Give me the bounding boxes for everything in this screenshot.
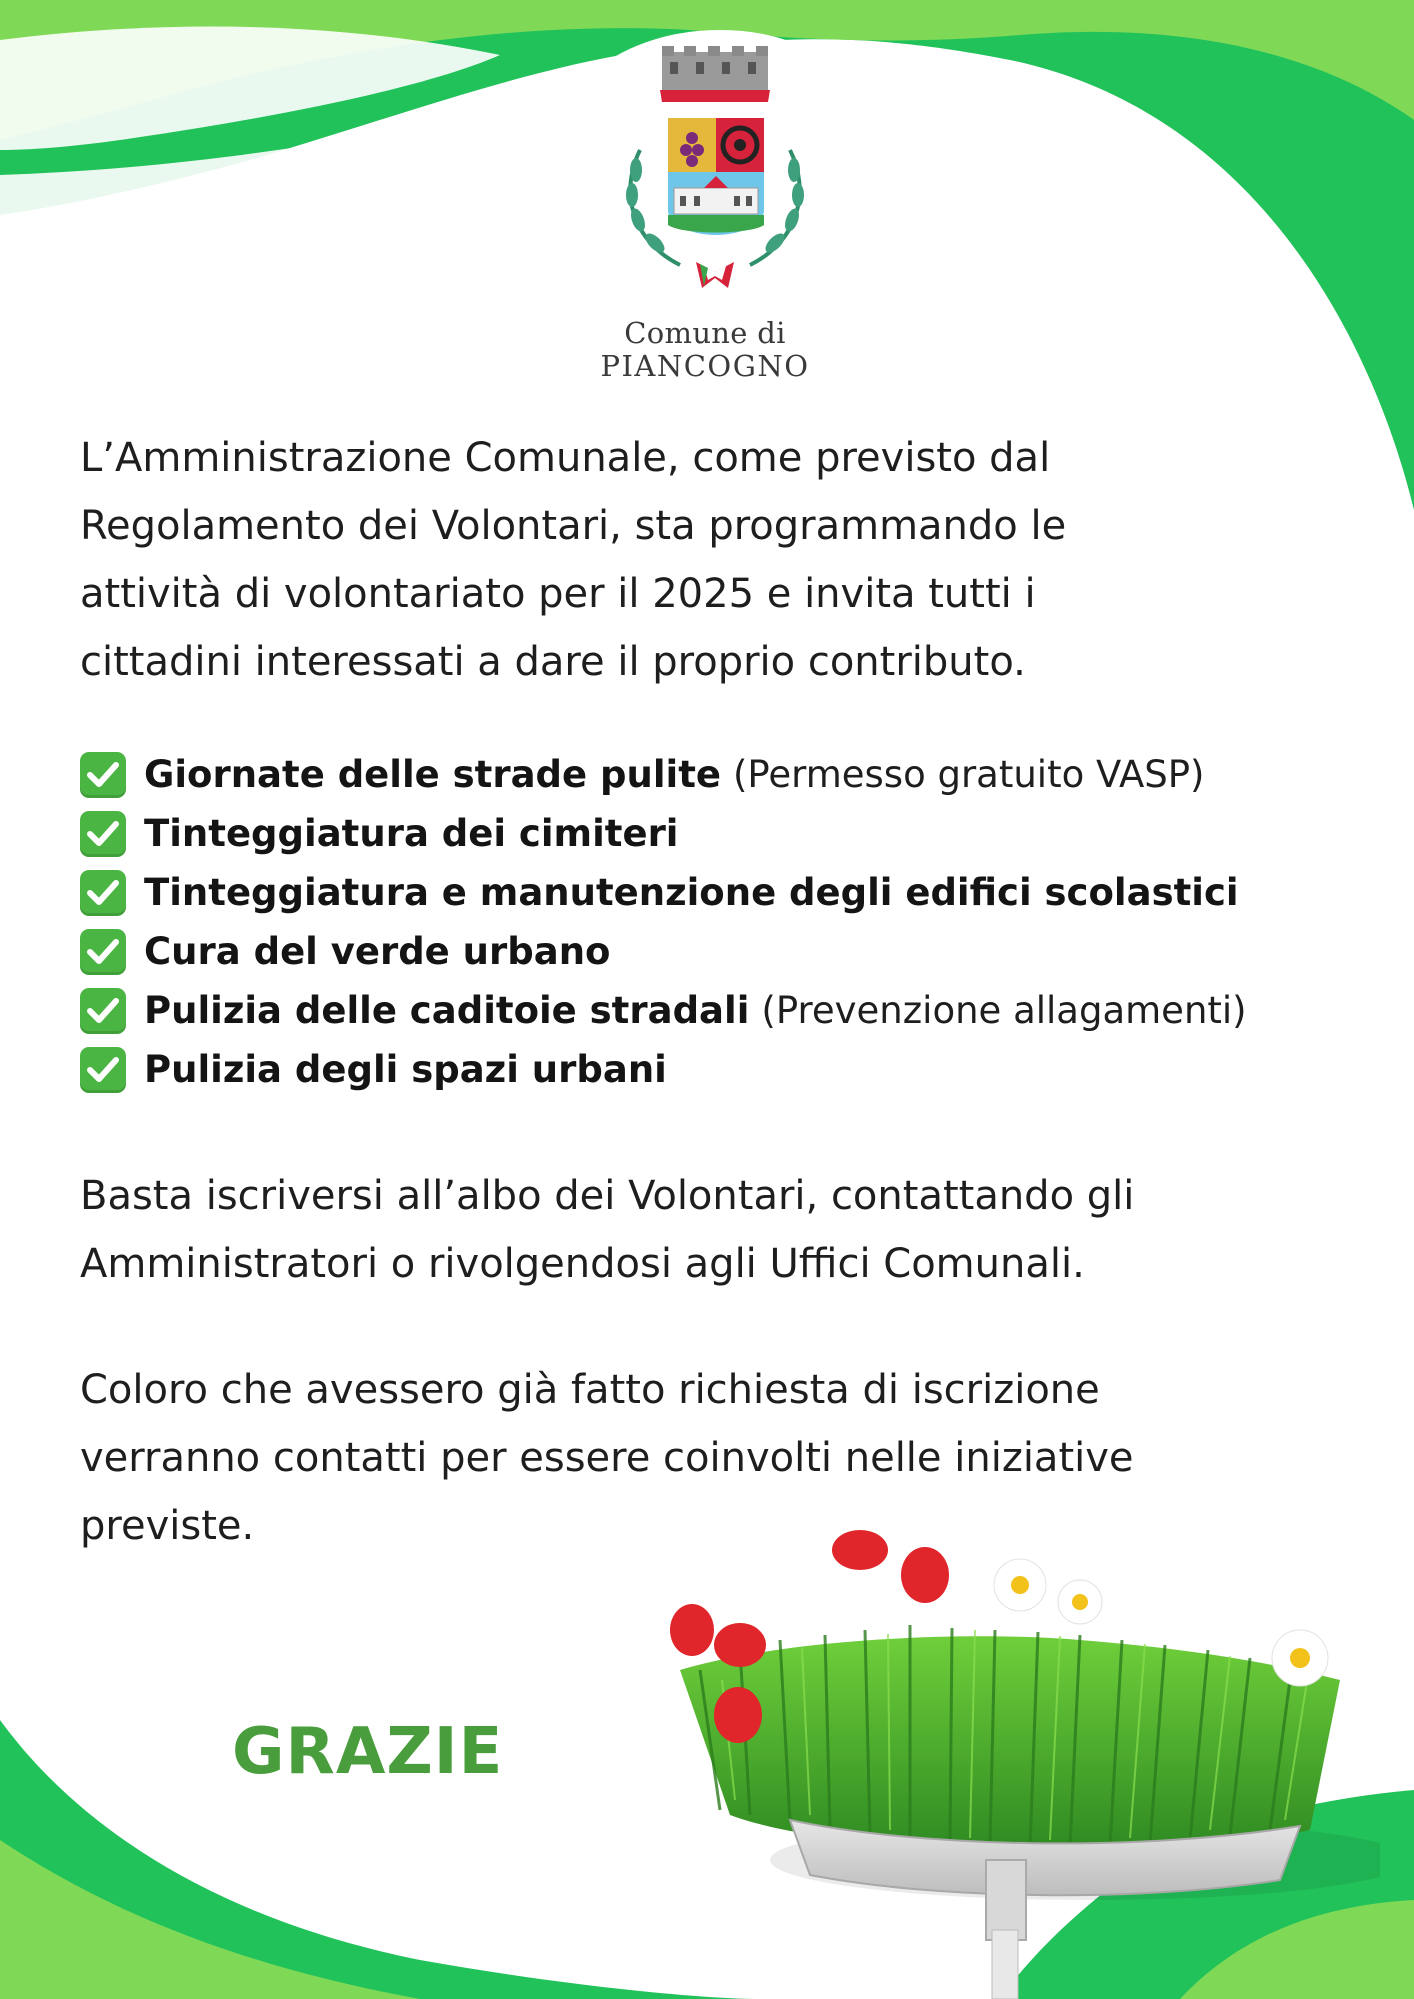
activity-note: (Permesso gratuito VASP)	[732, 753, 1205, 796]
check-icon	[80, 811, 126, 857]
list-item	[80, 922, 1380, 981]
intro-paragraph	[80, 424, 1360, 696]
activity-title: Cura del verde urbano	[144, 930, 611, 973]
check-icon	[80, 752, 126, 798]
list-item	[80, 804, 1380, 863]
activities-list	[80, 745, 1380, 1099]
intro-line: cittadini interessati a dare il proprio contributo.	[80, 639, 1026, 685]
check-icon	[80, 870, 126, 916]
signup-line: Amministratori o rivolgendosi agli Uffici Comunali.	[80, 1241, 1085, 1287]
contact-line: Coloro che avessero già fatto richiesta di iscrizione	[80, 1367, 1100, 1413]
crest-icon	[600, 40, 830, 340]
signup-line: Basta iscriversi all’albo dei Volontari, contattando gli	[80, 1173, 1135, 1219]
contact-line: verranno contatti per essere coinvolti nelle iniziative	[80, 1435, 1134, 1481]
activity-title: Pulizia degli spazi urbani	[144, 1048, 667, 1091]
activity-note: (Prevenzione allagamenti)	[761, 989, 1247, 1032]
activity-title: Pulizia delle caditoie stradali	[144, 989, 750, 1032]
intro-line: L’Amministrazione Comunale, come previsto dal	[80, 435, 1051, 481]
activity-title: Tinteggiatura e manutenzione degli edifici scolastici	[144, 871, 1239, 914]
comune-label: Comune di	[624, 316, 786, 350]
broom-grass-illustration	[660, 1530, 1380, 1999]
list-item	[80, 1040, 1380, 1099]
check-icon	[80, 988, 126, 1034]
comune-town-name: PIANCOGNO	[600, 349, 810, 383]
activity-title: Tinteggiatura dei cimiteri	[144, 812, 679, 855]
closing-thanks: GRAZIE	[232, 1715, 504, 1789]
intro-line: Regolamento dei Volontari, sta programmando le	[80, 503, 1067, 549]
contact-line: previste.	[80, 1503, 255, 1549]
signup-paragraph	[80, 1162, 1380, 1298]
intro-line: attività di volontariato per il 2025 e invita tutti i	[80, 571, 1036, 617]
check-icon	[80, 929, 126, 975]
list-item	[80, 981, 1380, 1040]
list-item	[80, 745, 1380, 804]
list-item	[80, 863, 1380, 922]
check-icon	[80, 1047, 126, 1093]
activity-title: Giornate delle strade pulite	[144, 753, 721, 796]
